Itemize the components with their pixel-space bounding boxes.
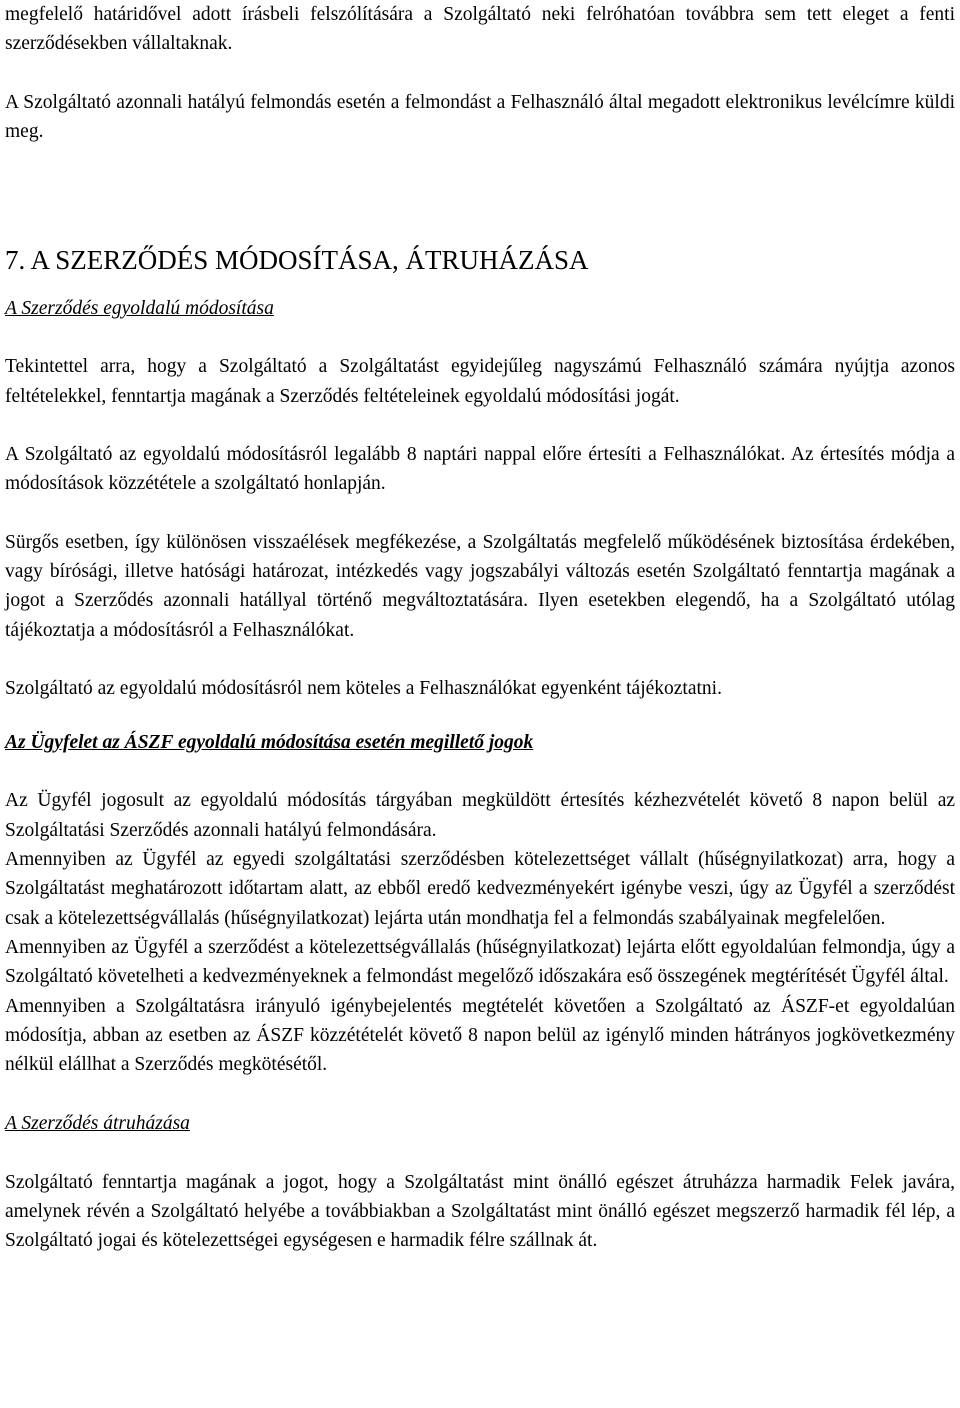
rights-heading: Az Ügyfelet az ÁSZF egyoldalú módosítása esetén megillető jogok [5,732,534,754]
intro-fragment: megfelelő határidővel adott írásbeli felszólítására a Szolgáltató neki felróhatóan továbbra sem tett eleget a fenti szerződésekben vállaltaknak. [5,4,955,55]
assignment-paragraph-1: Szolgáltató fenntartja magának a jogot, hogy a Szolgáltatást mint önálló egészet átruházza harmadik Felek javára, amelynek révén a Szolgáltató helyébe a továbbiakban a Szolgáltatást mint önálló egészet megszerző harmadik fél lép, a Szolgáltató jogai és kötelezettségei egységesen e harmadik félre szállnak át. [5,1171,955,1252]
termination-notice: A Szolgáltató azonnali hatályú felmondás esetén a felmondást a Felhasználó által megadott elektronikus levélcímre küldi meg. [5,91,955,142]
rights-paragraph-2: Amennyiben az Ügyfél az egyedi szolgáltatási szerződésben kötelezettséget vállalt (hűségnyilatkozat) arra, hogy a Szolgáltatást meghatározott időtartam alatt, az ebből eredő kedvezményekért igénybe veszi, úgy az Ügyfél a szerződést csak a kötelezettségvállalás (hűségnyilatkozat) lejárta után mondhatja fel a felmondás szabályainak megfelelően. [5,849,955,929]
assignment-heading: A Szerződés átruházása [5,1113,190,1135]
rights-paragraph-4: Amennyiben a Szolgáltatásra irányuló igénybejelentés megtételét követően a Szolgáltató az ÁSZF-et egyoldalúan módosítja, abban az esetben az ÁSZF közzétételét követő 8 napon belül az igénylő minden hátrányos jogkövetkezmény nélkül elállhat a Szerződés megkötésétől. [5,995,955,1076]
unilateral-paragraph-3: Sürgős esetben, így különösen visszaélések megfékezése, a Szolgáltatás megfelelő működésének biztosítása érdekében, vagy bírósági, illetve hatósági határozat, intézkedés vagy jogszabályi változás esetén Szolgáltató fenntartja magának a jogot a Szerződés azonnali hatállyal történő megváltoztatására. Ilyen esetekben elegendő, ha a Szolgáltató utólag tájékoztatja a módosításról a Felhasználókat. [5,531,955,641]
unilateral-heading: A Szerződés egyoldalú módosítása [5,298,274,320]
rights-paragraph-1: Az Ügyfél jogosult az egyoldalú módosítás tárgyában megküldött értesítés kézhezvételét követő 8 napon belül az Szolgáltatási Szerződés azonnali hatályú felmondására. [5,790,955,841]
unilateral-paragraph-1: Tekintettel arra, hogy a Szolgáltató a Szolgáltatást egyidejűleg nagyszámú Felhasználó számára nyújtja azonos feltételekkel, fenntartja magának a Szerződés feltételeinek egyoldalú módosítási jogát. [5,356,955,407]
unilateral-paragraph-4: Szolgáltató az egyoldalú módosításról nem köteles a Felhasználókat egyenként tájékoztatni. [5,677,722,699]
document-page [5,0,955,1256]
section-title: 7. A SZERZŐDÉS MÓDOSÍTÁSA, ÁTRUHÁZÁSA [5,245,589,276]
rights-paragraph-3: Amennyiben az Ügyfél a szerződést a kötelezettségvállalás (hűségnyilatkozat) lejárta előtt egyoldalúan felmondja, úgy a Szolgáltató követelheti a kedvezményeknek a felmondást megelőző időszakára eső összegének megtérítését Ügyfél által. [5,936,955,988]
unilateral-paragraph-2: A Szolgáltató az egyoldalú módosításról legalább 8 naptári nappal előre értesíti a Felhasználókat. Az értesítés módja a módosítások közzététele a szolgáltató honlapján. [5,444,955,495]
